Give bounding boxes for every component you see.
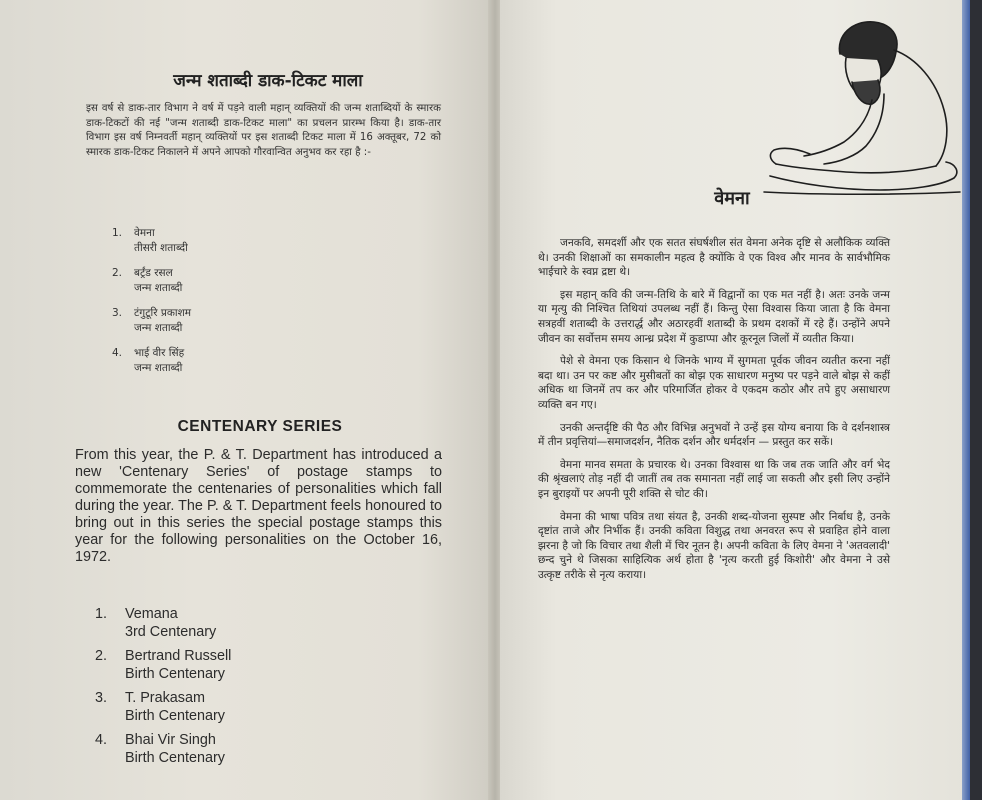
list-item (95, 647, 415, 689)
item-subtitle: तीसरी शताब्दी (134, 242, 188, 254)
article-paragraph: वेमना की भाषा पवित्र तथा संयत है, उनकी शब्द-योजना सुस्पष्ट और निर्बाध है, उनके दृष्टांत ताजे और निर्भीक हैं। उनकी कविता विशुद्ध तथा अनवरत रूप से प्रवाहित होने वाला झरना है जो कि विचार तथा शैली में चिर नूतन है। अपनी कविता के लिए वेमना ने 'अतवलादी' छन्द चुने थे जिसका साहित्यिक अर्थ होता है 'नृत्य करती हुई किशोरी' और वेमना ने उसे उत्कृष्ट तरीके से नृत्य कराया। (538, 510, 890, 581)
hindi-intro: इस वर्ष से डाक-तार विभाग ने वर्ष में पड़ने वाली महान् व्यक्तियों की जन्म शताब्दियों के स्मारक डाक-टिकटों की नई "जन्म शताब्दी डाक-टिकट माला" का प्रचलन प्रारम्भ किया है। डाक-तार विभाग इस वर्ष निम्नवर्ती महान् व्यक्तियों पर इस शताब्दी टिकट माला में 16 अक्तूबर, 72 को स्मारक डाक-टिकट निकालने में अपने आपको गौरवान्वित अनुभव कर रहा है :- (86, 103, 441, 158)
english-body: From this year, the P. & T. Department has introduced a new 'Centenary Series' of postage stamps to commemorate the centenaries of personalities which fall during the year. The P. & T. Department feels honoured to bring out in this series the special postage stamps this year for the following personalities on the October 16, 1972. (75, 447, 442, 565)
list-item (95, 689, 415, 731)
seated-poet-illustration-icon (760, 14, 965, 196)
list-item (95, 731, 415, 773)
list-item (112, 226, 412, 266)
item-subtitle: जन्म शताब्दी (134, 282, 183, 294)
list-item (95, 605, 415, 647)
item-number: 1. (95, 606, 108, 622)
item-number: 4. (95, 732, 108, 748)
item-name: Bhai Vir Singh (125, 732, 216, 748)
hindi-title: जन्म शताब्दी डाक-टिकट माला (173, 71, 363, 91)
list-item (112, 266, 412, 306)
article-paragraph: उनकी अन्तर्दृष्टि की पैठ और विभिन्न अनुभवों ने उन्हें इस योग्य बनाया कि वे दर्शनशास्त्र में तीन प्रवृत्तियां—समाजदर्शन, नैतिक दर्शन और धर्मदर्शन — प्रस्तुत कर सकें। (538, 421, 890, 449)
item-number: 1. (112, 227, 123, 239)
item-subtitle: Birth Centenary (125, 708, 225, 724)
hindi-list (112, 226, 412, 386)
item-name: बर्ट्रंड रसल (134, 267, 173, 279)
item-name: टंगुटूरि प्रकाशम (134, 307, 192, 319)
english-list (95, 605, 415, 773)
item-number: 2. (112, 267, 123, 279)
item-name: वेमना (134, 227, 155, 239)
article-paragraph: इस महान् कवि की जन्म-तिथि के बारे में विद्वानों का एक मत नहीं है। अतः उनके जन्म या मृत्यु की निश्चित तिथियां उपलब्ध नहीं हैं। किन्तु ऐसा विश्वास किया जाता है कि वेमना सत्रहवीं शताब्दी के उत्तरार्द्ध और अठारहवीं शताब्दी के प्रथम दशकों में रहे हैं। उन्होंने अपने जीवन का सर्वोत्तम समय आन्ध्र प्रदेश में कुडाप्पा और कूरनूल जिलों में व्यतीत किया। (538, 288, 890, 345)
article-paragraph: वेमना मानव समता के प्रचारक थे। उनका विश्वास था कि जब तक जाति और वर्ग भेद की श्रृंखलाएं तोड़ नहीं दी जातीं तब तक समानता नहीं लाई जा सकती और इसी लिए उन्होंने इन बुराइयों पर अपनी पूरी शक्ति से चोट की। (538, 458, 890, 500)
item-subtitle: जन्म शताब्दी (134, 362, 183, 374)
article-paragraph: जनकवि, समदर्शी और एक सतत संघर्षशील संत वेमना अनेक दृष्टि से अलौकिक व्यक्ति थे। उनकी शिक्षाओं का समकालीन महत्व है क्योंकि वे एक विश्व और मानव के सार्वभौमिक भाईचारे के स्वप्न द्रष्टा थे। (538, 237, 890, 279)
item-name: T. Prakasam (125, 690, 205, 706)
background-edge (970, 0, 982, 800)
item-number: 3. (95, 690, 108, 706)
article-paragraph: पेशे से वेमना एक किसान थे जिनके भाग्य में सुगमता पूर्वक जीवन व्यतीत करना नहीं बदा था। उन पर कष्ट और मुसीबतों का बोझ एक साधारण मनुष्य पर पड़ने वाले बोझ से कहीं अधिक था जिनमें तप कर और परिमार्जित होकर वे एकदम कठोर और तपे हुए असाधारण व्यक्ति बन गए। (538, 355, 890, 411)
item-number: 2. (95, 648, 108, 664)
item-subtitle: Birth Centenary (125, 750, 225, 766)
item-subtitle: 3rd Centenary (125, 624, 217, 640)
vemana-title: वेमना (714, 188, 750, 209)
list-item (112, 306, 412, 346)
english-title: CENTENARY SERIES (177, 418, 343, 435)
item-subtitle: जन्म शताब्दी (134, 322, 183, 334)
item-number: 3. (112, 307, 123, 319)
item-name: Vemana (125, 606, 178, 622)
item-name: भाई वीर सिंह (134, 347, 185, 359)
item-name: Bertrand Russell (125, 648, 232, 664)
vemana-article (538, 236, 890, 590)
item-number: 4. (112, 347, 123, 359)
item-subtitle: Birth Centenary (125, 666, 225, 682)
list-item (112, 346, 412, 386)
